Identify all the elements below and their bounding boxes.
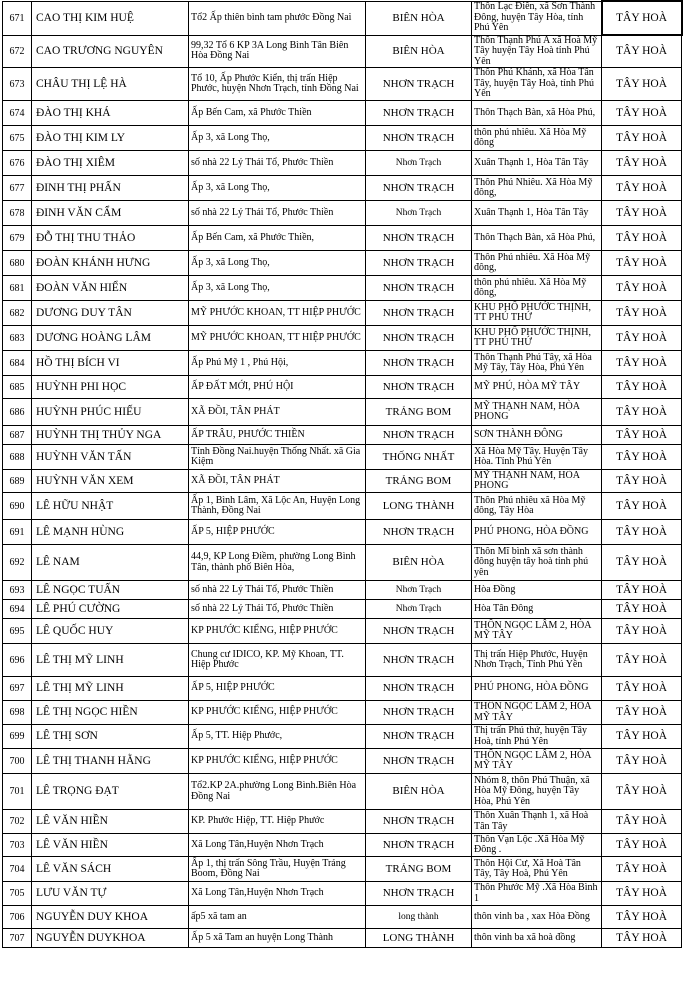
- hometown-cell: Hòa Đồng: [472, 581, 602, 600]
- hometown-cell: thôn phú nhiêu. Xã Hòa Mỹ đông,: [472, 276, 602, 301]
- table-row: [3, 301, 682, 326]
- hometown-cell: thôn phú nhiêu. Xã Hòa Mỹ đông: [472, 126, 602, 151]
- row-number-cell: 683: [3, 326, 32, 351]
- district-cell: LONG THÀNH: [366, 493, 472, 520]
- current-address-cell: Ấp 3, xã Long Thọ,: [189, 126, 366, 151]
- row-number-cell: 692: [3, 545, 32, 581]
- full-name-cell: CHÂU THỊ LỆ HÀ: [32, 68, 189, 101]
- hometown-cell: KHU PHỐ PHƯỚC THỊNH, TT PHÚ THỨ: [472, 326, 602, 351]
- current-address-cell: Tổ2.KP 2A.phường Long Bình.Biên Hòa Đồng Nai: [189, 774, 366, 810]
- current-address-cell: ẤP TRÂU, PHƯỚC THIỀN: [189, 426, 366, 445]
- hometown-cell: Thôn Phước Mỹ .Xã Hòa Bình 1: [472, 882, 602, 906]
- table-row: [3, 857, 682, 882]
- region-cell: TÂY HOÀ: [602, 470, 682, 493]
- district-cell: NHƠN TRẠCH: [366, 326, 472, 351]
- district-cell: NHƠN TRẠCH: [366, 301, 472, 326]
- region-cell: TÂY HOÀ: [602, 426, 682, 445]
- region-cell: TÂY HOÀ: [602, 834, 682, 857]
- table-row: [3, 906, 682, 929]
- hometown-cell: PHÚ PHONG, HÒA ĐỒNG: [472, 520, 602, 545]
- table-row: [3, 426, 682, 445]
- row-number-cell: 706: [3, 906, 32, 929]
- current-address-cell: Chung cư IDICO, KP. Mỹ Khoan, TT. Hiệp Phước: [189, 644, 366, 677]
- full-name-cell: LÊ NAM: [32, 545, 189, 581]
- table-row: [3, 810, 682, 834]
- district-cell: NHƠN TRẠCH: [366, 834, 472, 857]
- current-address-cell: Ấp Bến Cam, xã Phước Thiền: [189, 101, 366, 126]
- full-name-cell: HỒ THỊ BÍCH VI: [32, 351, 189, 376]
- district-cell: NHƠN TRẠCH: [366, 351, 472, 376]
- region-cell: TÂY HOÀ: [602, 882, 682, 906]
- row-number-cell: 671: [3, 1, 32, 35]
- current-address-cell: số nhà 22 Lý Thái Tổ, Phước Thiền: [189, 581, 366, 600]
- row-number-cell: 678: [3, 201, 32, 226]
- district-cell: NHƠN TRẠCH: [366, 619, 472, 644]
- full-name-cell: NGUYỄN DUY KHOA: [32, 906, 189, 929]
- hometown-cell: Thôn Lạc Điền, xã Sơn Thành Đông, huyện Tây Hòa, tỉnh Phú Yên: [472, 1, 602, 35]
- current-address-cell: Ấp 3, xã Long Thọ,: [189, 176, 366, 201]
- hometown-cell: PHÚ PHONG, HÒA ĐỒNG: [472, 677, 602, 701]
- district-cell: long thành: [366, 906, 472, 929]
- region-cell: TÂY HOÀ: [602, 176, 682, 201]
- table-row: [3, 445, 682, 470]
- region-cell: TÂY HOÀ: [602, 644, 682, 677]
- region-cell: TÂY HOÀ: [602, 1, 682, 35]
- full-name-cell: CAO THỊ KIM HUỆ: [32, 1, 189, 35]
- row-number-cell: 677: [3, 176, 32, 201]
- region-cell: TÂY HOÀ: [602, 857, 682, 882]
- full-name-cell: ĐÀO THỊ KHÁ: [32, 101, 189, 126]
- current-address-cell: Tổ2 Ấp thiên bình tam phước Đồng Nai: [189, 1, 366, 35]
- row-number-cell: 701: [3, 774, 32, 810]
- region-cell: TÂY HOÀ: [602, 619, 682, 644]
- table-row: [3, 176, 682, 201]
- full-name-cell: ĐÀO THỊ KIM LY: [32, 126, 189, 151]
- full-name-cell: HUỲNH VĂN XEM: [32, 470, 189, 493]
- hometown-cell: thôn vinh ba , xax Hòa Đồng: [472, 906, 602, 929]
- region-cell: TÂY HOÀ: [602, 725, 682, 749]
- table-row: [3, 749, 682, 774]
- region-cell: TÂY HOÀ: [602, 906, 682, 929]
- row-number-cell: 707: [3, 929, 32, 948]
- region-cell: TÂY HOÀ: [602, 445, 682, 470]
- full-name-cell: LÊ MẠNH HÙNG: [32, 520, 189, 545]
- district-cell: NHƠN TRẠCH: [366, 376, 472, 399]
- region-cell: TÂY HOÀ: [602, 35, 682, 68]
- hometown-cell: Thôn Vạn Lộc .Xã Hòa Mỹ Đông .: [472, 834, 602, 857]
- current-address-cell: Tỉnh Đồng Nai.huyện Thống Nhất. xã Gia Kiệm: [189, 445, 366, 470]
- full-name-cell: LÊ PHÚ CƯỜNG: [32, 600, 189, 619]
- current-address-cell: Ấp 5 xã Tam an huyện Long Thành: [189, 929, 366, 948]
- current-address-cell: ấp5 xã tam an: [189, 906, 366, 929]
- district-cell: BIÊN HÒA: [366, 545, 472, 581]
- table-row: [3, 600, 682, 619]
- row-number-cell: 680: [3, 251, 32, 276]
- district-cell: BIÊN HÒA: [366, 1, 472, 35]
- full-name-cell: ĐOÀN VĂN HIỂN: [32, 276, 189, 301]
- current-address-cell: số nhà 22 Lý Thái Tổ, Phước Thiền: [189, 151, 366, 176]
- row-number-cell: 679: [3, 226, 32, 251]
- district-cell: BIÊN HÒA: [366, 774, 472, 810]
- row-number-cell: 695: [3, 619, 32, 644]
- row-number-cell: 687: [3, 426, 32, 445]
- district-cell: NHƠN TRẠCH: [366, 251, 472, 276]
- hometown-cell: Thôn Xuân Thạnh 1, xã Hoà Tân Tây: [472, 810, 602, 834]
- row-number-cell: 676: [3, 151, 32, 176]
- table-row: [3, 774, 682, 810]
- table-row: [3, 326, 682, 351]
- table-row: [3, 644, 682, 677]
- table-row: [3, 470, 682, 493]
- row-number-cell: 675: [3, 126, 32, 151]
- current-address-cell: Ấp Bến Cam, xã Phước Thiền,: [189, 226, 366, 251]
- hometown-cell: thôn vinh ba xã hoà đồng: [472, 929, 602, 948]
- region-cell: TÂY HOÀ: [602, 101, 682, 126]
- hometown-cell: THÔN NGỌC LÂM 2, HÒA MỸ TÂY: [472, 619, 602, 644]
- row-number-cell: 672: [3, 35, 32, 68]
- table-row: [3, 834, 682, 857]
- region-cell: TÂY HOÀ: [602, 749, 682, 774]
- current-address-cell: ẤP 5, HIỆP PHƯỚC: [189, 520, 366, 545]
- full-name-cell: LƯU VĂN TỰ: [32, 882, 189, 906]
- table-row: [3, 520, 682, 545]
- full-name-cell: ĐÀO THỊ XIÊM: [32, 151, 189, 176]
- region-cell: TÂY HOÀ: [602, 251, 682, 276]
- current-address-cell: KP PHƯỚC KIỂNG, HIỆP PHƯỚC: [189, 701, 366, 725]
- row-number-cell: 674: [3, 101, 32, 126]
- row-number-cell: 691: [3, 520, 32, 545]
- hometown-cell: MỸ PHÚ, HÒA MỸ TÂY: [472, 376, 602, 399]
- records-table: [2, 0, 683, 948]
- hometown-cell: SƠN THÀNH ĐÔNG: [472, 426, 602, 445]
- region-cell: TÂY HOÀ: [602, 677, 682, 701]
- current-address-cell: Ấp 3, xã Long Thọ,: [189, 251, 366, 276]
- district-cell: Nhơn Trạch: [366, 201, 472, 226]
- district-cell: NHƠN TRẠCH: [366, 644, 472, 677]
- region-cell: TÂY HOÀ: [602, 399, 682, 426]
- region-cell: TÂY HOÀ: [602, 68, 682, 101]
- region-cell: TÂY HOÀ: [602, 701, 682, 725]
- table-row: [3, 201, 682, 226]
- full-name-cell: ĐOÀN KHÁNH HƯNG: [32, 251, 189, 276]
- current-address-cell: 44,9, KP Long Điềm, phường Long Bình Tân, thành phố Biên Hòa,: [189, 545, 366, 581]
- table-row: [3, 68, 682, 101]
- table-row: [3, 677, 682, 701]
- table-row: [3, 226, 682, 251]
- hometown-cell: Thôn Thạnh Phú Tây, xã Hòa Mỹ Tây, Tây Hòa, Phú Yên: [472, 351, 602, 376]
- district-cell: NHƠN TRẠCH: [366, 725, 472, 749]
- full-name-cell: LÊ THỊ THANH HẰNG: [32, 749, 189, 774]
- current-address-cell: Ấp 5, TT. Hiệp Phước,: [189, 725, 366, 749]
- hometown-cell: Xuân Thạnh 1, Hòa Tân Tây: [472, 201, 602, 226]
- full-name-cell: HUỲNH PHÚC HIẾU: [32, 399, 189, 426]
- row-number-cell: 696: [3, 644, 32, 677]
- current-address-cell: 99,32 Tổ 6 KP 3A Long Bình Tân Biên Hòa Đồng Nai: [189, 35, 366, 68]
- district-cell: BIÊN HÒA: [366, 35, 472, 68]
- hometown-cell: Thôn Thạch Bàn, xã Hòa Phú,: [472, 226, 602, 251]
- current-address-cell: Xã Long Tân,Huyện Nhơn Trạch: [189, 882, 366, 906]
- table-row: [3, 251, 682, 276]
- district-cell: NHƠN TRẠCH: [366, 276, 472, 301]
- region-cell: TÂY HOÀ: [602, 301, 682, 326]
- full-name-cell: ĐINH THỊ PHẤN: [32, 176, 189, 201]
- full-name-cell: ĐỖ THỊ THU THẢO: [32, 226, 189, 251]
- table-row: [3, 581, 682, 600]
- current-address-cell: Xã Long Tân,Huyện Nhơn Trạch: [189, 834, 366, 857]
- current-address-cell: ẤP 5, HIỆP PHƯỚC: [189, 677, 366, 701]
- full-name-cell: LÊ THỊ NGỌC HIỀN: [32, 701, 189, 725]
- current-address-cell: XÃ ĐỒI, TÂN PHÁT: [189, 399, 366, 426]
- full-name-cell: LÊ VĂN SÁCH: [32, 857, 189, 882]
- district-cell: NHƠN TRẠCH: [366, 701, 472, 725]
- region-cell: TÂY HOÀ: [602, 226, 682, 251]
- hometown-cell: Xã Hòa Mỹ Tây. Huyện Tây Hòa. Tỉnh Phú Yên: [472, 445, 602, 470]
- hometown-cell: Xuân Thạnh 1, Hòa Tân Tây: [472, 151, 602, 176]
- region-cell: TÂY HOÀ: [602, 929, 682, 948]
- current-address-cell: KP. Phước Hiệp, TT. Hiệp Phước: [189, 810, 366, 834]
- current-address-cell: KP PHƯỚC KIỂNG, HIỆP PHƯỚC: [189, 619, 366, 644]
- full-name-cell: DƯƠNG HOÀNG LÂM: [32, 326, 189, 351]
- table-row: [3, 493, 682, 520]
- hometown-cell: KHU PHỐ PHƯỚC THỊNH, TT PHÚ THỨ: [472, 301, 602, 326]
- row-number-cell: 697: [3, 677, 32, 701]
- district-cell: NHƠN TRẠCH: [366, 882, 472, 906]
- full-name-cell: LÊ HỮU NHẬT: [32, 493, 189, 520]
- current-address-cell: Ấp 3, xã Long Thọ,: [189, 276, 366, 301]
- row-number-cell: 681: [3, 276, 32, 301]
- region-cell: TÂY HOÀ: [602, 810, 682, 834]
- district-cell: Nhơn Trạch: [366, 151, 472, 176]
- district-cell: NHƠN TRẠCH: [366, 68, 472, 101]
- table-row: [3, 929, 682, 948]
- row-number-cell: 693: [3, 581, 32, 600]
- full-name-cell: LÊ QUỐC HUY: [32, 619, 189, 644]
- full-name-cell: LÊ THỊ MỸ LINH: [32, 644, 189, 677]
- hometown-cell: Thôn Thạnh Phú A xã Hoà Mỹ Tây huyện Tây Hoà tỉnh Phú Yên: [472, 35, 602, 68]
- region-cell: TÂY HOÀ: [602, 351, 682, 376]
- hometown-cell: THÔN NGỌC LÂM 2, HÒA MỸ TÂY: [472, 701, 602, 725]
- full-name-cell: LÊ VĂN HIỀN: [32, 834, 189, 857]
- row-number-cell: 699: [3, 725, 32, 749]
- table-row: [3, 701, 682, 725]
- row-number-cell: 700: [3, 749, 32, 774]
- row-number-cell: 702: [3, 810, 32, 834]
- district-cell: NHƠN TRẠCH: [366, 520, 472, 545]
- hometown-cell: Thôn Hội Cư, Xã Hoà Tân Tây, Tây Hoà, Phú Yên: [472, 857, 602, 882]
- hometown-cell: Hòa Tân Đông: [472, 600, 602, 619]
- table-row: [3, 882, 682, 906]
- current-address-cell: số nhà 22 Lý Thái Tổ, Phước Thiền: [189, 201, 366, 226]
- row-number-cell: 673: [3, 68, 32, 101]
- full-name-cell: LÊ NGỌC TUẤN: [32, 581, 189, 600]
- hometown-cell: Thôn Thạch Bàn, xã Hòa Phú,: [472, 101, 602, 126]
- row-number-cell: 704: [3, 857, 32, 882]
- current-address-cell: Ấp 1, thị trấn Sông Trầu, Huyện Trảng Boom, Đồng Nai: [189, 857, 366, 882]
- full-name-cell: NGUYỄN DUYKHOA: [32, 929, 189, 948]
- table-row: [3, 351, 682, 376]
- row-number-cell: 690: [3, 493, 32, 520]
- district-cell: Nhơn Trạch: [366, 581, 472, 600]
- district-cell: LONG THÀNH: [366, 929, 472, 948]
- current-address-cell: số nhà 22 Lý Thái Tổ, Phước Thiền: [189, 600, 366, 619]
- current-address-cell: Ấp 1, Bình Lâm, Xã Lộc An, Huyện Long Thành, Đồng Nai: [189, 493, 366, 520]
- region-cell: TÂY HOÀ: [602, 545, 682, 581]
- district-cell: Nhơn Trạch: [366, 600, 472, 619]
- current-address-cell: ẤP ĐẤT MỚI, PHÚ HỘI: [189, 376, 366, 399]
- table-row: [3, 276, 682, 301]
- hometown-cell: Thôn Phú Nhiêu. Xã Hòa Mỹ đông,: [472, 176, 602, 201]
- region-cell: TÂY HOÀ: [602, 376, 682, 399]
- table-row: [3, 151, 682, 176]
- full-name-cell: LÊ THỊ MỸ LINH: [32, 677, 189, 701]
- full-name-cell: CAO TRƯƠNG NGUYÊN: [32, 35, 189, 68]
- row-number-cell: 685: [3, 376, 32, 399]
- region-cell: TÂY HOÀ: [602, 774, 682, 810]
- hometown-cell: MỸ THẠNH NAM, HÒA PHONG: [472, 470, 602, 493]
- hometown-cell: THÔN NGỌC LÂM 2, HÒA MỸ TÂY: [472, 749, 602, 774]
- row-number-cell: 703: [3, 834, 32, 857]
- full-name-cell: ĐINH VĂN CẨM: [32, 201, 189, 226]
- current-address-cell: MỸ PHƯỚC KHOAN, TT HIỆP PHƯỚC: [189, 301, 366, 326]
- district-cell: NHƠN TRẠCH: [366, 126, 472, 151]
- region-cell: TÂY HOÀ: [602, 600, 682, 619]
- full-name-cell: HUỲNH VĂN TẤN: [32, 445, 189, 470]
- region-cell: TÂY HOÀ: [602, 151, 682, 176]
- row-number-cell: 686: [3, 399, 32, 426]
- table-row: [3, 101, 682, 126]
- row-number-cell: 682: [3, 301, 32, 326]
- table-row: [3, 1, 682, 35]
- district-cell: TRẢNG BOM: [366, 470, 472, 493]
- region-cell: TÂY HOÀ: [602, 126, 682, 151]
- table-row: [3, 399, 682, 426]
- current-address-cell: MỸ PHƯỚC KHOAN, TT HIỆP PHƯỚC: [189, 326, 366, 351]
- district-cell: TRẢNG BOM: [366, 857, 472, 882]
- district-cell: TRẢNG BOM: [366, 399, 472, 426]
- hometown-cell: MỸ THẠNH NAM, HÒA PHONG: [472, 399, 602, 426]
- row-number-cell: 694: [3, 600, 32, 619]
- records-table-body: [3, 1, 682, 948]
- district-cell: THỐNG NHẤT: [366, 445, 472, 470]
- table-row: [3, 35, 682, 68]
- district-cell: NHƠN TRẠCH: [366, 810, 472, 834]
- hometown-cell: Thôn Phú Khánh, xã Hòa Tân Tây, huyện Tây Hoà, tỉnh Phú Yên: [472, 68, 602, 101]
- region-cell: TÂY HOÀ: [602, 326, 682, 351]
- full-name-cell: HUỲNH PHI HỌC: [32, 376, 189, 399]
- hometown-cell: Thị trấn Phú thứ, huyện Tây Hoà, tỉnh Phú Yên: [472, 725, 602, 749]
- row-number-cell: 698: [3, 701, 32, 725]
- district-cell: NHƠN TRẠCH: [366, 101, 472, 126]
- hometown-cell: Thôn Phú nhiêu. Xã Hòa Mỹ đông,: [472, 251, 602, 276]
- region-cell: TÂY HOÀ: [602, 276, 682, 301]
- table-row: [3, 376, 682, 399]
- current-address-cell: KP PHƯỚC KIỂNG, HIỆP PHƯỚC: [189, 749, 366, 774]
- district-cell: NHƠN TRẠCH: [366, 226, 472, 251]
- table-row: [3, 545, 682, 581]
- district-cell: NHƠN TRẠCH: [366, 426, 472, 445]
- row-number-cell: 689: [3, 470, 32, 493]
- region-cell: TÂY HOÀ: [602, 201, 682, 226]
- region-cell: TÂY HOÀ: [602, 581, 682, 600]
- full-name-cell: LÊ THỊ SƠN: [32, 725, 189, 749]
- full-name-cell: DƯƠNG DUY TÂN: [32, 301, 189, 326]
- current-address-cell: Tổ 10, Ấp Phước Kiển, thị trấn Hiệp Phước, huyện Nhơn Trạch, tỉnh Đồng Nai: [189, 68, 366, 101]
- hometown-cell: Thôn Phú nhiêu xã Hòa Mỹ đông, Tây Hòa: [472, 493, 602, 520]
- district-cell: NHƠN TRẠCH: [366, 176, 472, 201]
- region-cell: TÂY HOÀ: [602, 493, 682, 520]
- current-address-cell: Ấp Phú Mỹ 1 , Phú Hội,: [189, 351, 366, 376]
- row-number-cell: 684: [3, 351, 32, 376]
- full-name-cell: LÊ TRỌNG ĐẠT: [32, 774, 189, 810]
- region-cell: TÂY HOÀ: [602, 520, 682, 545]
- hometown-cell: Nhóm 8, thôn Phú Thuận, xã Hòa Mỹ Đông, huyện Tây Hòa, Phú Yên: [472, 774, 602, 810]
- row-number-cell: 705: [3, 882, 32, 906]
- table-row: [3, 725, 682, 749]
- hometown-cell: Thôn Mĩ bình xã sơn thành đông huyện tây hoà tỉnh phú yên: [472, 545, 602, 581]
- row-number-cell: 688: [3, 445, 32, 470]
- district-cell: NHƠN TRẠCH: [366, 677, 472, 701]
- full-name-cell: LÊ VĂN HIỀN: [32, 810, 189, 834]
- table-row: [3, 126, 682, 151]
- district-cell: NHƠN TRẠCH: [366, 749, 472, 774]
- hometown-cell: Thị trấn Hiệp Phước, Huyện Nhơn Trạch, Tỉnh Phú Yên: [472, 644, 602, 677]
- current-address-cell: XÃ ĐỒI, TÂN PHÁT: [189, 470, 366, 493]
- full-name-cell: HUỲNH THỊ THỦY NGA: [32, 426, 189, 445]
- table-row: [3, 619, 682, 644]
